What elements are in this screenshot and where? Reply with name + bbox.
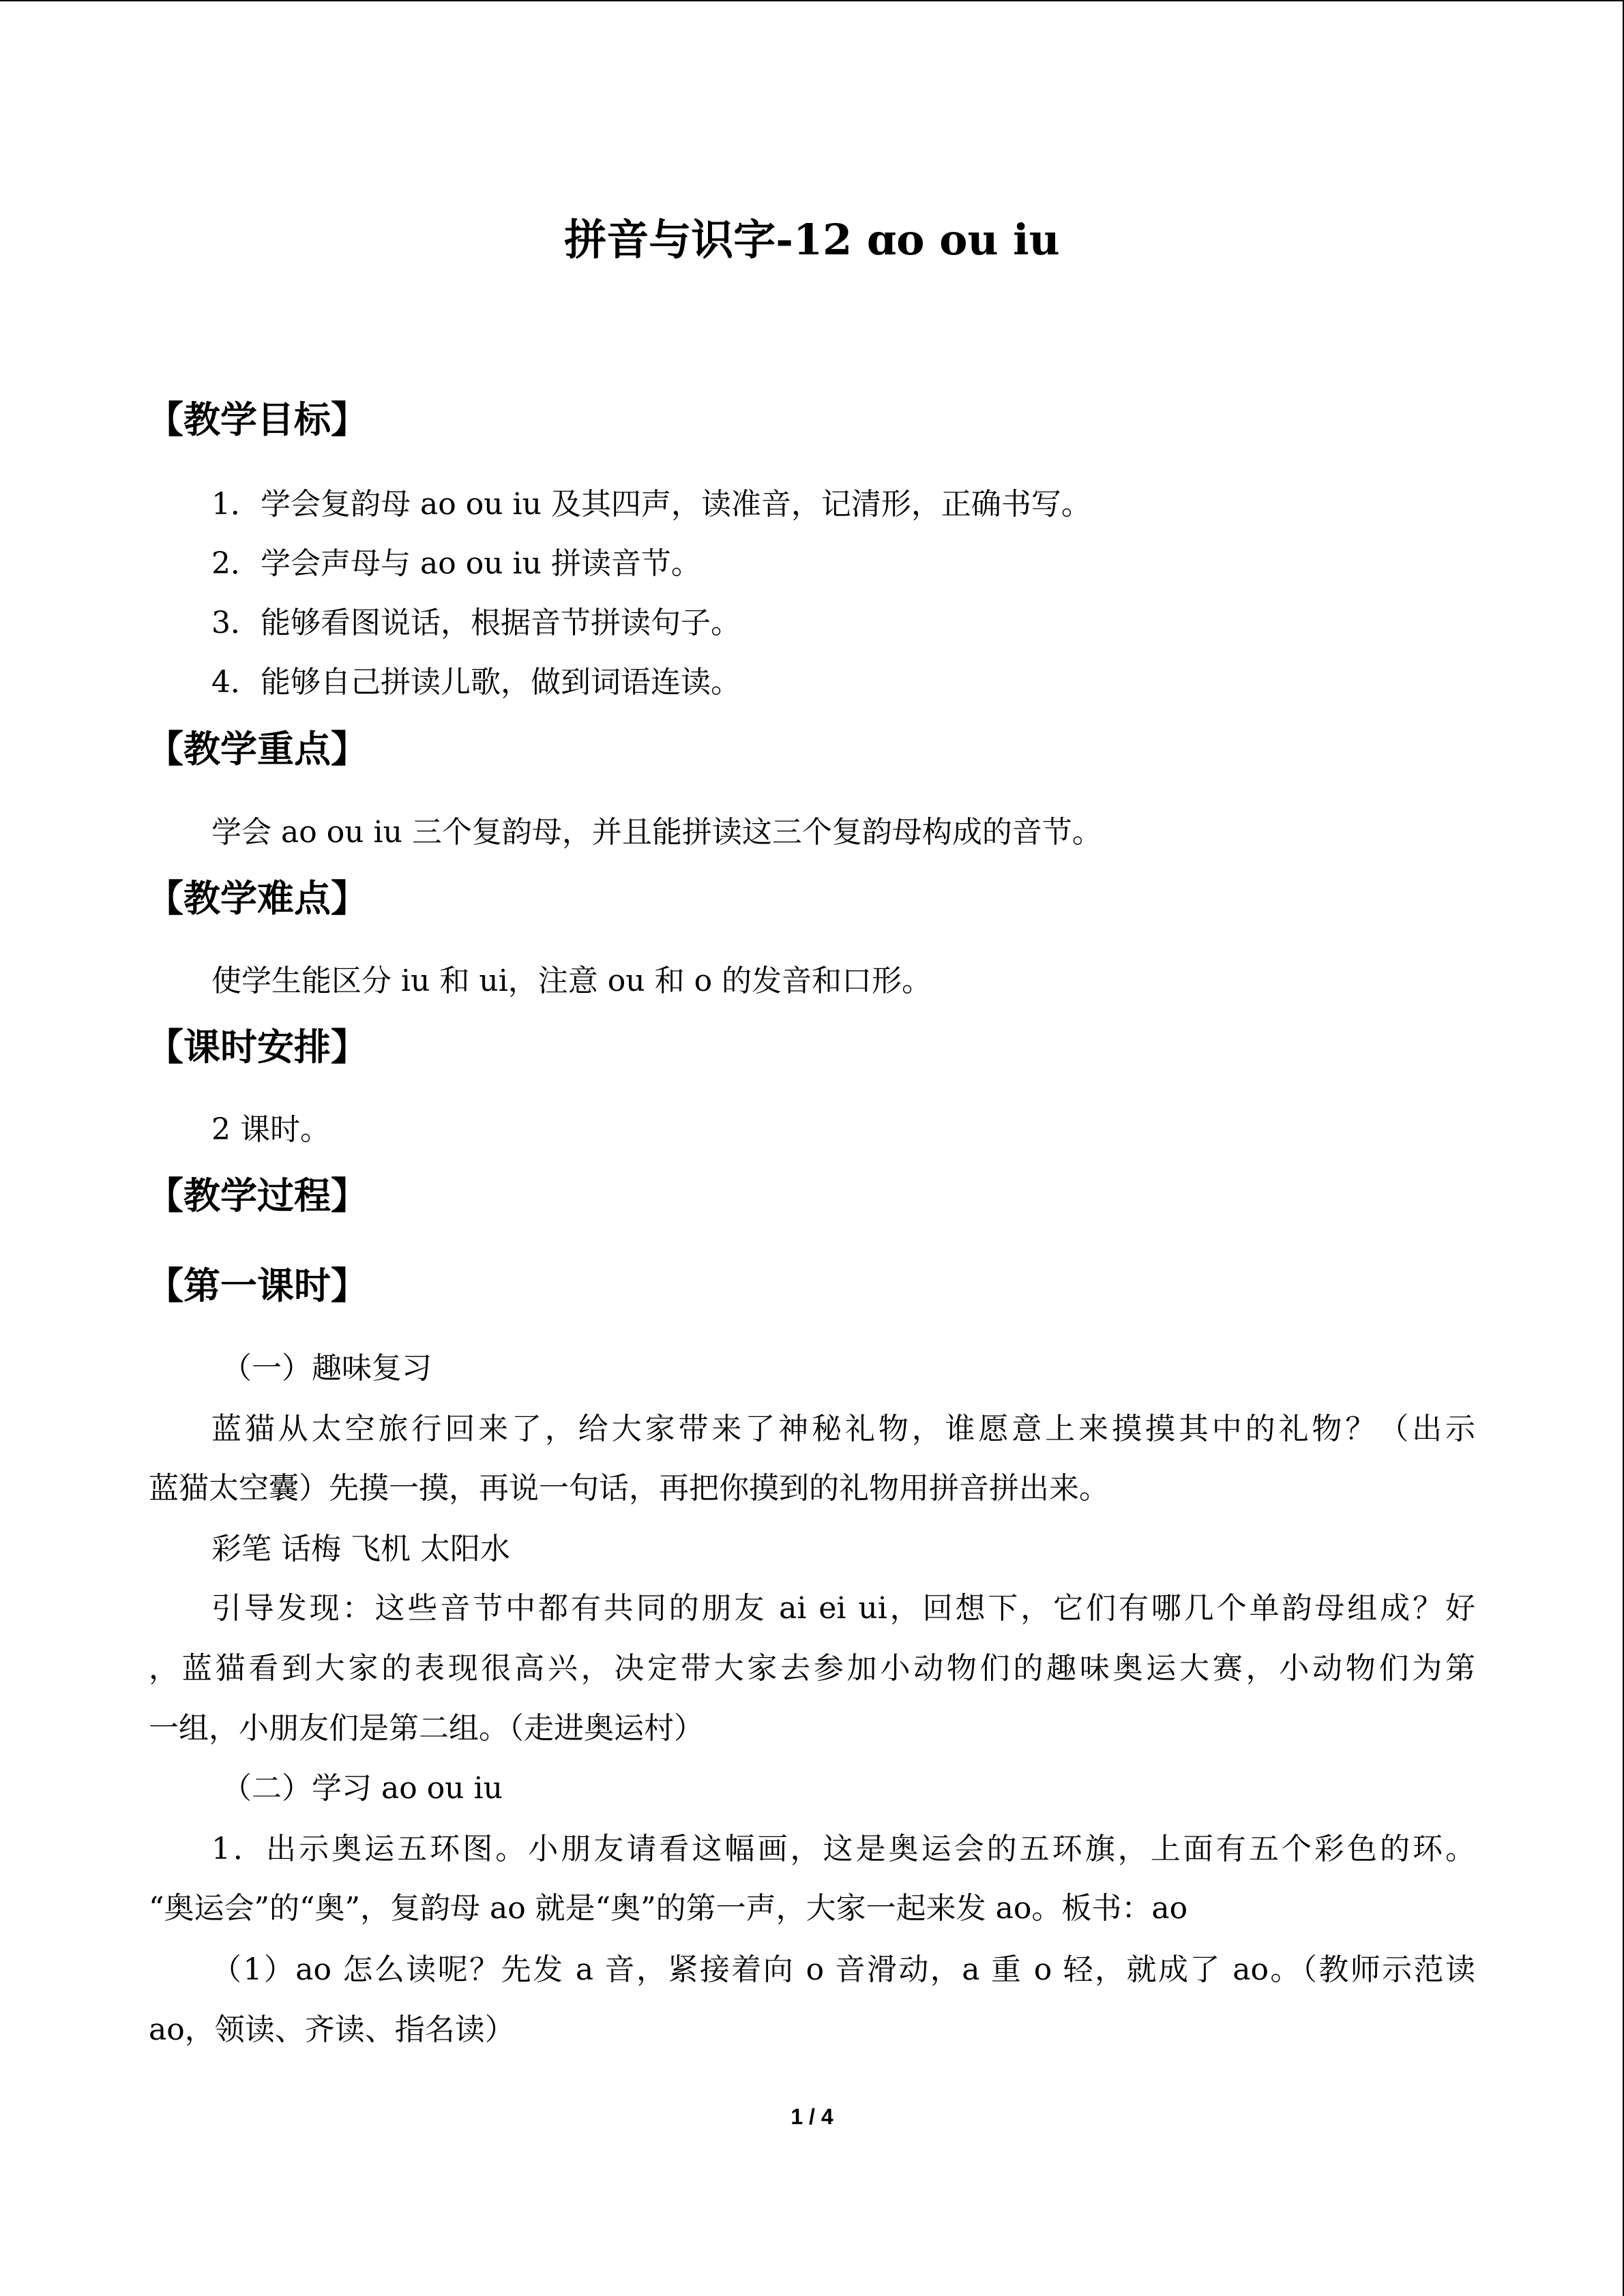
objective-item: 4．能够自己拼读儿歌，做到词语连读。 bbox=[211, 665, 741, 700]
lesson-subheading: （二）学习 ao ou iu bbox=[222, 1771, 503, 1806]
lesson-paragraph-line: 引导发现：这些音节中都有共同的朋友 ai ei ui，回想下，它们有哪几个单韵母组成？好 bbox=[211, 1591, 1475, 1626]
key-points-text: 学会 ao ou iu 三个复韵母，并且能拼读这三个复韵母构成的音节。 bbox=[211, 815, 1102, 850]
lesson-word-list: 彩笔 话梅 飞机 太阳水 bbox=[211, 1532, 510, 1566]
lesson-paragraph-line: “奥运会”的“奥”，复韵母 ao 就是“奥”的第一声，大家一起来发 ao。板书：ao bbox=[149, 1891, 1188, 1926]
difficulties-text: 使学生能区分 iu 和 ui，注意 ou 和 o 的发音和口形。 bbox=[211, 964, 932, 998]
page-number: 1 / 4 bbox=[791, 2104, 833, 2129]
lesson-paragraph-line: 蓝猫从太空旅行回来了，给大家带来了神秘礼物，谁愿意上来摸摸其中的礼物？（出示 bbox=[211, 1412, 1475, 1446]
document-title: 拼音与识字-12 ɑo ou iu bbox=[564, 215, 1060, 265]
heading-objectives: 【教学目标】 bbox=[147, 398, 368, 441]
lesson-paragraph-line: 一组，小朋友们是第二组。（走进奥运村） bbox=[149, 1711, 704, 1746]
heading-key-points: 【教学重点】 bbox=[147, 728, 368, 771]
objective-item: 3．能够看图说话，根据音节拼读句子。 bbox=[211, 606, 741, 640]
heading-process: 【教学过程】 bbox=[147, 1174, 368, 1217]
lesson-subheading: （一）趣味复习 bbox=[222, 1351, 432, 1386]
objective-item: 2．学会声母与 ao ou iu 拼读音节。 bbox=[211, 546, 701, 581]
objective-item: 1．学会复韵母 ao ou iu 及其四声，读准音，记清形，正确书写。 bbox=[211, 487, 1091, 522]
lesson-paragraph-line: （1）ao 怎么读呢？先发 a 音，紧接着向 o 音滑动，a 重 o 轻，就成了 ao。（教师示范读 bbox=[211, 1952, 1475, 1987]
lesson-paragraph-line: 蓝猫太空囊）先摸一摸，再说一句话，再把你摸到的礼物用拼音拼出来。 bbox=[149, 1471, 1109, 1506]
lesson-paragraph-line: ao，领读、齐读、指名读） bbox=[149, 2012, 515, 2047]
lesson-paragraph-line: ，蓝猫看到大家的表现很高兴，决定带大家去参加小动物们的趣味奥运大赛，小动物们为第 bbox=[149, 1651, 1475, 1686]
heading-difficulties: 【教学难点】 bbox=[147, 877, 368, 920]
heading-first-lesson: 【第一课时】 bbox=[147, 1264, 368, 1307]
lesson-paragraph-line: 1．出示奥运五环图。小朋友请看这幅画，这是奥运会的五环旗，上面有五个彩色的环。 bbox=[211, 1832, 1475, 1866]
heading-schedule: 【课时安排】 bbox=[147, 1026, 368, 1069]
schedule-text: 2 课时。 bbox=[211, 1112, 330, 1147]
